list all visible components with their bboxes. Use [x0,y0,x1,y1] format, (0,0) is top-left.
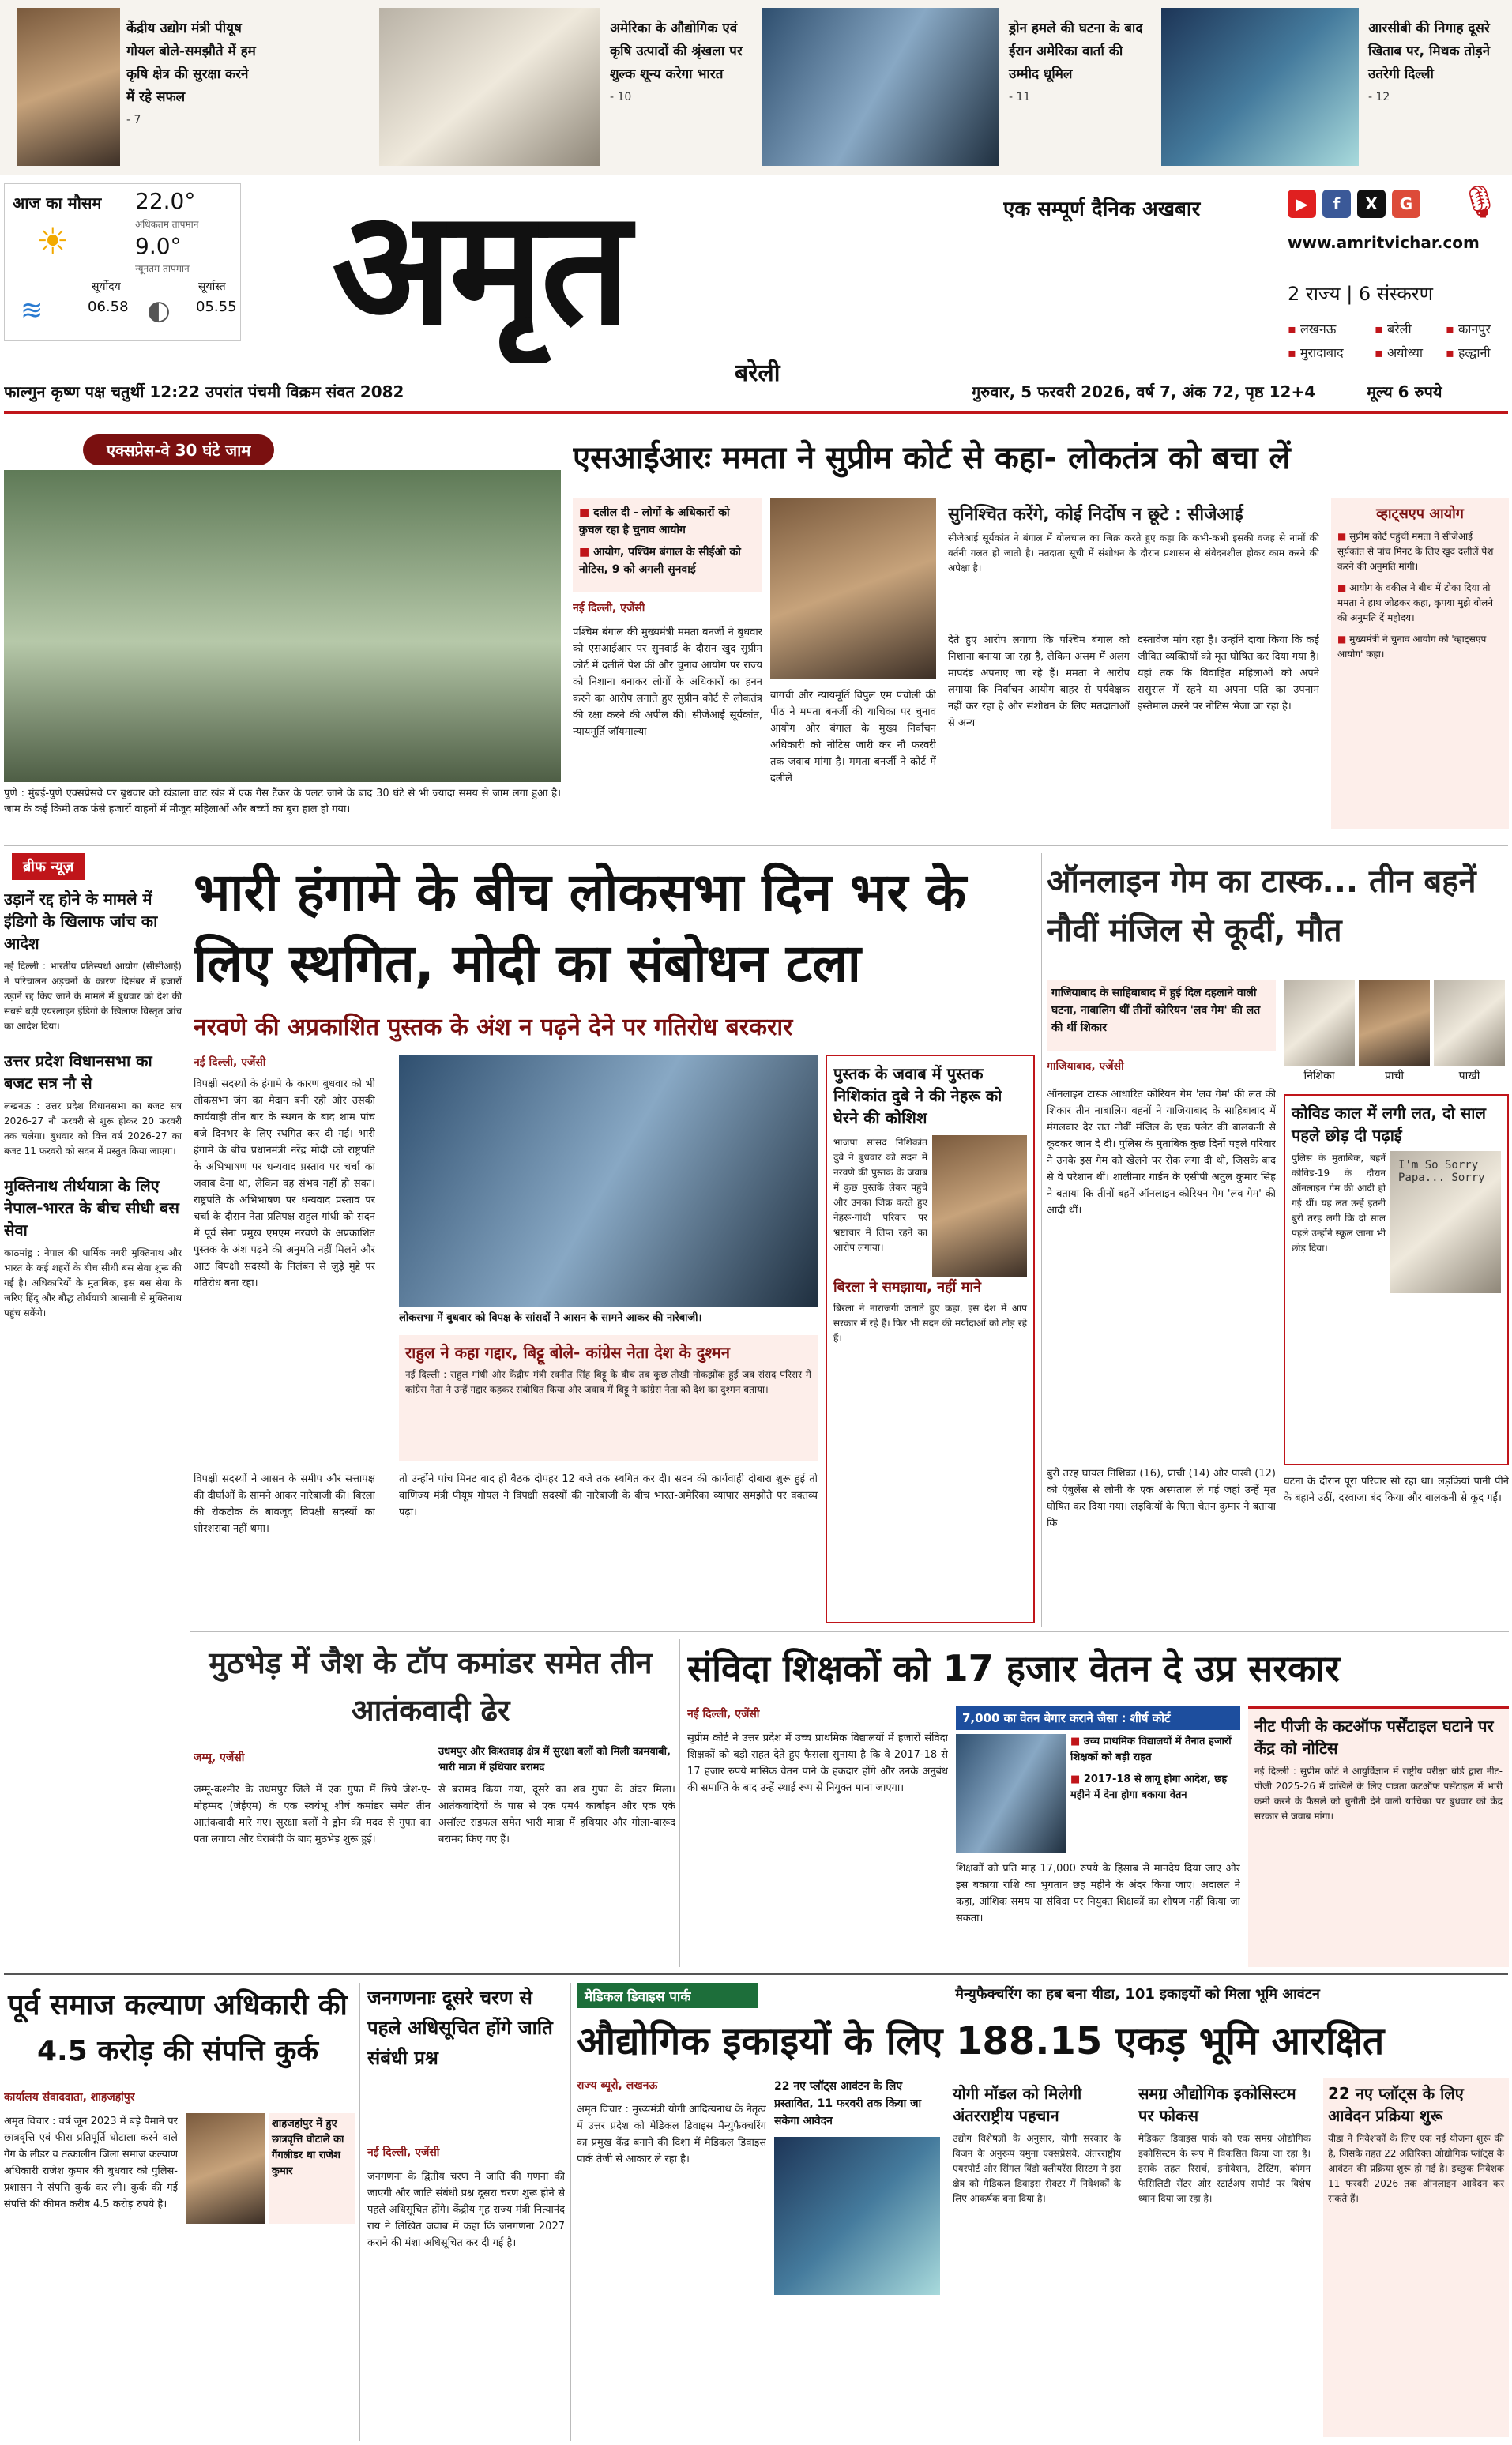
game-body: ऑनलाइन टास्क आधारित कोरियन गेम 'लव गेम' की लत की शिकार तीन नाबालिग बहनों ने गाजियाबाद के साहिबाबाद में मंगलवार देर रात नौवीं मंजिल के एक फ्लैट की बालकनी से कूदकर जान दे दी। पुलिस के मुताबिक कुछ दिनों पहले परिवार ने उनके इस गेम को खेलने पर रोक लगा दी थी, जिसके बाद से वे परेशान थीं। शालीमार गार्डन के एसीपी अतुल कुमार सिंह ने बताया कि तीनों बहनें ऑनलाइन कोरियन गेम 'लव गेम' की आदी थीं। [1047,1089,1276,1217]
neet-headline: नीट पीजी के कटऑफ पर्सेंटाइल घटाने पर केंद्र को नोटिस [1254,1717,1494,1758]
samaj-dateline: कार्यालय संवाददाता, शाहजहांपुर [4,2091,135,2104]
sir-headline: एसआईआरः ममता ने सुप्रीम कोर्ट से कहा- लोकतंत्र को बचा लें [573,440,1291,476]
lok-body: विपक्षी सदस्यों ने आसन के समीप और सत्तापक्ष की दीर्घाओं के सामने आकर नारेबाजी की। बिरला की रोकटोक के बावजूद विपक्षी सदस्यों का शोरशराबा नहीं थमा। [194,1473,375,1535]
jaish-bullet: उधमपुर और किश्तवाड़ क्षेत्र में सुरक्षा बलों को मिली कामयाबी, भारी मात्रा में हथियार बरामद [438,1746,671,1774]
medical-kicker: मैन्युफैक्चरिंग का हब बना यीडा, 101 इकाइयों को मिला भूमि आवंटन [955,1986,1320,2003]
expressway-photo [4,470,561,782]
sir-body: दस्तावेज मांग रहा है। उन्होंने दावा किया कि कई जीवित व्यक्तियों को मृत घोषित कर दिया गया है। यहां तक कि विवाहित महिलाओं को अपने ससुराल में रहने या अपना पति का उपनाम इस्तेमाल करने पर नोटिस भेजा जा रहा है। [1138,634,1319,713]
medical-headline: औद्योगिक इकाइयों के लिए 188.15 एकड़ भूमि आरक्षित [577,2019,1385,2063]
section-divider [4,845,1508,846]
sir-bullets [573,498,762,592]
city-item: ▪ बरेली [1375,320,1412,337]
birla-headline: बिरला ने समझाया, नहीं माने [833,1279,981,1296]
column-rule [679,1639,680,1967]
shiksha-badge: 7,000 का वेतन बेगार कराने जैसा : शीर्ष कोर्ट [956,1706,1240,1730]
whatsapp-item: ■ सुप्रीम कोर्ट पहुंचीं ममता ने सीजेआई सूर्यकांत से पांच मिनट के लिए खुद दलीलें पेश करने की अनुमति मांगी। [1337,529,1503,574]
brief-item [4,888,182,1034]
sister-name: निशिका [1303,1070,1335,1082]
medical-box [1134,2078,1315,2437]
teaser-photo [17,8,120,166]
game-bullet: गाजियाबाद के साहिबाबाद में हुई दिल दहलाने वाली घटना, नाबालिग थीं तीनों कोरियन 'लव गेम' की लत की थीं शिकार [1047,980,1276,1051]
teaser-text: अमेरिका के औद्योगिक एवं कृषि उत्पादों की श्रृंखला पर शुल्क शून्य करेगा भारत [610,21,743,82]
covid-box [1284,1094,1509,1465]
covid-headline: कोविड काल में लगी लत, दो साल पहले छोड़ दी पढ़ाई [1292,1104,1486,1145]
date-line: गुरुवार, 5 फरवरी 2026, वर्ष 7, अंक 72, पृष्ठ 12+4 [972,382,1316,401]
sun-icon: ☀ [36,220,70,262]
shiksha-points [1070,1734,1240,1853]
shiksha-point: ■ 2017-18 से लागू होगा आदेश, छह महीने में देना होगा बकाया वेतन [1070,1772,1240,1804]
sir-sub-headline: सुनिश्चित करेंगे, कोई निर्दोष न छूटे : सीजेआई [948,505,1243,525]
neet-box [1248,1706,1509,1967]
sir-sub-body: सीजेआई सूर्यकांत ने बंगाल में बोलचाल का जिक्र करते हुए कहा कि कभी-कभी इसकी वजह से नामों की वर्तनी गलत हो जाती है। मतदाता सूची में संशोधन के दौरान प्रशासन से संवेदनशील होकर काम करने की अपेक्षा है। [948,532,1319,574]
whatsapp-title: व्हाट्सएप आयोग [1376,506,1464,522]
editions-cities [1280,316,1509,379]
weather-max-label: अधिकतम तापमान [135,219,199,230]
sister-photo [1284,980,1355,1066]
shiksha-dateline: नई दिल्ली, एजेंसी [687,1708,760,1721]
masthead-tagline: एक सम्पूर्ण दैनिक अखबार [1003,197,1201,221]
sunset-time: 05.55 [196,299,237,315]
medical-body: अमृत विचार : मुख्यमंत्री योगी आदित्यनाथ के नेतृत्व में उत्तर प्रदेश को मेडिकल डिवाइस मैन्युफैक्चरिंग का प्रमुख केंद्र बनाने की दिशा में मेडिकल डिवाइस पार्क तेजी से आकार ले रहा है। [577,2104,766,2165]
city-item: ▪ हल्द्वानी [1446,344,1491,361]
birla-body: बिरला ने नाराजगी जताते हुए कहा, इस देश में आप सरकार में रहे हैं। फिर भी सदन की मर्यादाओं को तोड़ रहे हैं। [833,1303,1027,1344]
sunrise-label: सूर्योदय [92,280,121,293]
sir-bullet: ■ दलील दी - लोगों के अधिकारों को कुचल रहा है चुनाव आयोग [579,504,756,539]
city-item: ▪ मुरादाबाद [1288,344,1344,361]
x-icon[interactable]: X [1357,190,1386,218]
brief-head: मुक्तिनाथ तीर्थयात्रा के लिए नेपाल-भारत के बीच सीधी बस सेवा [4,1176,179,1239]
brief-item [4,1175,182,1321]
medical-box [1323,2078,1509,2437]
whatsapp-box [1331,498,1509,829]
google-icon[interactable]: G [1392,190,1420,218]
rahul-headline: राहुल ने कहा गद्दार, बिट्टू बोले- कांग्रेस नेता देश के दुश्मन [405,1343,730,1362]
sister-photo [1359,980,1430,1066]
facebook-icon[interactable]: f [1322,190,1351,218]
sister-photo [1434,980,1505,1066]
teaser-photo [762,8,999,166]
jangan-body: जनगणना के द्वितीय चरण में जाति की गणना की जाएगी और जाति संबंधी प्रश्न दूसरा चरण शुरू होने से पहले अधिसूचित होंगे। केंद्रीय गृह राज्य मंत्री नित्यानंद राय ने लिखित जवाब में कहा कि जनगणना 2027 कराने की मंशा अधिसूचित कर दी गई है। [367,2171,565,2249]
brief-tag: ब्रीफ न्यूज़ [12,853,85,880]
teaser-text: केंद्रीय उद्योग मंत्री पीयूष गोयल बोले-समझौते में हम कृषि क्षेत्र की सुरक्षा करने में रहे सफल [126,21,256,105]
jaish-dateline: जम्मू, एजेंसी [194,1751,245,1764]
column-rule [570,1983,571,2441]
lok-subheadline: नरवणे की अप्रकाशित पुस्तक के अंश न पढ़ने देने पर गतिरोध बरकरार [194,1014,793,1041]
medical-photo [774,2137,940,2295]
sir-body: पश्चिम बंगाल की मुख्यमंत्री ममता बनर्जी ने बुधवार को एसआईआर पर सुनवाई के दौरान खुद सुप्रीम कोर्ट में दलीलें पेश कीं और चुनाव आयोग पर राज्य को निशाना बनाकर लोगों के अधिकारों का हनन करने का आरोप लगाते हुए सुप्रीम कोर्ट से लोकतंत्र की रक्षा करने की अपील की। सीजेआई सूर्यकांत, न्यायमूर्ति जॉयमाल्या [573,626,762,738]
lok-body: विपक्षी सदस्यों के हंगामे के कारण बुधवार को भी लोकसभा जंग का मैदान बनी रही और उसकी कार्यवाही तीन बार के स्थगन के बाद शाम पांच बजे दिनभर के लिए स्थगित कर दी गई। भारी हंगामे के बीच प्रधानमंत्री नरेंद्र मोदी को राष्ट्रपति के अभिभाषण पर धन्यवाद प्रस्ताव पर चर्चा का जवाब देना था, लेकिन वह संभव नहीं हो सका। राष्ट्रपति के अभिभाषण पर धन्यवाद प्रस्ताव पर चर्चा के दौरान नेता प्रतिपक्ष राहुल गांधी को सदन में पूर्व सेना प्रमुख एमएम नरवणे के अप्रकाशित पुस्तक के अंश पढ़ने की अनुमति नहीं मिलने और आठ विपक्षी सदस्यों के निलंबन से जुड़े मुद्दे पर गतिरोध बना रहा। [194,1078,375,1289]
samaj-headline: पूर्व समाज कल्याण अधिकारी की 4.5 करोड़ की संपत्ति कुर्क [8,1989,348,2067]
medical-box-headline: योगी मॉडल को मिलेगी अंतरराष्ट्रीय पहचान [953,2084,1082,2125]
medical-dateline: राज्य ब्यूरो, लखनऊ [577,2079,658,2092]
court-photo [956,1734,1066,1853]
website-url[interactable]: www.amritvichar.com [1288,233,1480,252]
section-divider [190,1631,1509,1632]
mamata-photo [770,498,936,679]
medical-box-body: मेडिकल डिवाइस पार्क को एक समग्र औद्योगिक इकोसिस्टम के रूप में विकसित किया जा रहा है। इसके तहत रिसर्च, इनोवेशन, टेस्टिंग, कॉमन फैसिलिटी सेंटर और स्टार्टअप सपोर्ट पर विशेष ध्यान दिया जा रहा है। [1138,2133,1311,2204]
rahul-box [399,1335,818,1461]
weather-min: 9.0° [135,233,182,259]
masthead-title: अमृत [332,176,628,360]
game-headline: ऑनलाइन गेम का टास्क... तीन बहनें नौवीं मंजिल से कूदीं, मौत [1047,863,1476,949]
weather-max: 22.0° [135,188,196,214]
medical-tag: मेडिकल डिवाइस पार्क [577,1983,758,2008]
brief-body: काठमांडू : नेपाल की धार्मिक नगरी मुक्तिनाथ और भारत के कई शहरों के बीच सीधी बस सेवा शुरू की गई है। अधिकारियों के मुताबिक, इस बस सेवा के जरिए हिंदू और बौद्ध तीर्थयात्री आसानी से मुक्तिनाथ पहुंच सकेंगे। [4,1247,182,1318]
medical-box-headline: 22 नए प्लॉट्स के लिए आवेदन प्रक्रिया शुरू [1328,2084,1464,2125]
medical-box-body: यीडा ने निवेशकों के लिए एक नई योजना शुरू की है, जिसके तहत 22 अतिरिक्त औद्योगिक प्लॉट्स के आवंटन की प्रक्रिया शुरू हो गई है। इच्छुक निवेशक 11 फरवरी 2026 तक ऑनलाइन आवेदन कर सकते हैं। [1328,2133,1504,2204]
masthead-city: बरेली [735,359,780,387]
teaser-page: - 7 [126,114,141,126]
brief-head: उत्तर प्रदेश विधानसभा का बजट सत्र नौ से [4,1051,152,1093]
teaser-text: आरसीबी की निगाह दूसरे खिताब पर, मिथक तोड़ने उतरेगी दिल्ली [1368,21,1491,82]
nishikant-headline: पुस्तक के जवाब में पुस्तक निशिकांत दुबे ने की नेहरू को घेरने की कोशिश [833,1064,1002,1127]
lok-dateline: नई दिल्ली, एजेंसी [194,1056,266,1069]
rahul-body: नई दिल्ली : राहुल गांधी और केंद्रीय मंत्री रवनीत सिंह बिट्टू के बीच तब कुछ तीखी नोकझोंक हुई जब संसद परिसर में कांग्रेस नेता ने उन्हें गद्दार कहकर संबोधित किया और जवाब में बिट्टू ने कांग्रेस नेता को देश का दुश्मन बताया। [405,1369,811,1395]
teaser-page: - 11 [1009,91,1031,103]
teaser-page: - 12 [1368,91,1390,103]
city-item: ▪ लखनऊ [1288,320,1336,337]
masthead-rule [4,411,1508,414]
teaser-page: - 10 [610,91,632,103]
nishikant-body: भाजपा सांसद निशिकांत दुबे ने बुधवार को सदन में नरवणे की पुस्तक के जवाब में कुछ पुस्तकें लेकर पहुंचे और उनका जिक्र करते हुए नेहरू-गांधी परिवार पर भ्रष्टाचार में लिप्त रहने का आरोप लगाया। [833,1137,927,1253]
shiksha-body: शिक्षकों को प्रति माह 17,000 रुपये के हिसाब से मानदेय दिया जाए और इस बकाया राशि का भुगतान छह महीने के अंदर किया जाए। अदालत ने कहा, आंशिक समय या संविदा पर नियुक्त शिक्षकों का शोषण नहीं किया जा सकता। [956,1863,1240,1924]
jaish-headline: मुठभेड़ में जैश के टॉप कमांडर समेत तीन आतंकवादी ढेर [209,1646,653,1728]
note-photo [1390,1151,1501,1293]
samaj-body: अमृत विचार : वर्ष जून 2023 में बड़े पैमाने पर छात्रवृत्ति एवं फीस प्रतिपूर्ति घोटाला करने वाले गैंग के लीडर व तत्कालीन जिला समाज कल्याण अधिकारी राजेश कुमार की बुधवार को पुलिस-प्रशासन ने संपत्ति कुर्क कर ली। कुर्क की गई संपत्ति की कीमत करीब 4.5 करोड़ रुपये है। [4,2116,178,2210]
sir-dateline: नई दिल्ली, एजेंसी [573,602,645,615]
brief-head: उड़ानें रद्द होने के मामले में इंडिगो के खिलाफ जांच का आदेश [4,890,158,953]
editions-label: 2 राज्य | 6 संस्करण [1288,283,1433,305]
loksabha-photo [399,1055,818,1307]
rajesh-caption: शाहजहांपुर में हुए छात्रवृत्ति घोटाले का गैंगलीडर था राजेश कुमार [269,2113,355,2224]
brief-body: नई दिल्ली : भारतीय प्रतिस्पर्धा आयोग (सीसीआई) ने परिचालन अड़चनों के कारण दिसंबर में हजारों उड़ानें रद्द किए जाने के मामले में बुधवार को देश की सबसे बड़ी एयरलाइन इंडिगो के खिलाफ विस्तृत जांच का आदेश दिया। [4,961,182,1032]
price-label: मूल्य 6 रुपये [1367,382,1442,401]
brief-item [4,1050,182,1159]
jaish-body: जम्मू-कश्मीर के उधमपुर जिले में एक गुफा में छिपे जैश-ए-मोहम्मद (जेईएम) के एक स्वयंभू शीर्ष कमांडर समेत तीन आतंकवादी मारे गए। सुरक्षा बलों ने ड्रोन की मदद से गुफा का पता लगाया और घेराबंदी के बाद मुठभेड़ शुरू हुई। [194,1784,431,1845]
brief-column [4,853,182,1659]
neet-body: नई दिल्ली : सुप्रीम कोर्ट ने आयुर्विज्ञान में राष्ट्रीय परीक्षा बोर्ड द्वारा नीट-पीजी 2025-26 में दाखिले के लिए पात्रता कटऑफ पर्सेंटाइल में भारी कमी करने के फैसले को चुनौती देने वाली याचिका पर बुधवार को केंद्र सरकार से जवाब मांगा। [1254,1766,1503,1822]
jangan-headline: जनगणनाः दूसरे चरण से पहले अधिसूचित होंगे जाति संबंधी प्रश्न [367,1987,553,2069]
nishikant-box [826,1055,1035,1623]
social-icons [1280,0,1509,269]
wave-icon: ≋ [21,295,43,326]
jaish-body: से बरामद किया गया, दूसरे का शव गुफा के अंदर मिला। आतंकवादियों के पास से एक एम4 कार्बाइन और एक एके असॉल्ट राइफल समेत भारी मात्रा में हथियार और गोला-बारूद बरामद किए गए हैं। [438,1784,675,1845]
microphone-icon: 🎙 [1460,184,1500,220]
loksabha-caption: लोकसभा में बुधवार को विपक्ष के सांसदों ने आसन के सामने आकर की नारेबाजी। [399,1312,702,1324]
shiksha-point: ■ उच्च प्राथमिक विद्यालयों में तैनात हजारों शिक्षकों को बड़ी राहत [1070,1734,1240,1766]
sunrise-time: 06.58 [88,299,129,315]
shiksha-headline: संविदा शिक्षकों को 17 हजार वेतन दे उप्र सरकार [687,1647,1341,1690]
weather-box [4,183,241,341]
medical-box-headline: समग्र औद्योगिक इकोसिस्टम पर फोकस [1138,2084,1296,2125]
section-divider [4,1973,1508,1975]
medical-photo-caption: 22 नए प्लॉट्स आवंटन के लिए प्रस्तावित, 11 फरवरी तक किया जा सकेगा आवेदन [774,2080,922,2127]
column-rule [1041,853,1042,1627]
weather-title: आज का मौसम [13,194,102,213]
sir-bullet: ■ आयोग, पश्चिम बंगाल के सीईओ को नोटिस, 9 को अगली सुनवाई [579,544,756,578]
youtube-icon[interactable]: ▶ [1288,190,1316,218]
sir-body: बागची और न्यायमूर्ति विपुल एम पंचोली की पीठ ने ममता बनर्जी की याचिका पर चुनाव आयोग और बंगाल के मुख्य निर्वाचन अधिकारी को नोटिस जारी कर नौ फरवरी तक जवाब मांगा है। ममता बनर्जी ने कोर्ट में दलीलें [770,690,936,784]
lok-headline: भारी हंगामे के बीच लोकसभा दिन भर के लिए स्थगित, मोदी का संबोधन टला [194,862,967,994]
expressway-section [4,423,561,837]
medical-box [948,2078,1126,2437]
panchang-line: फाल्गुन कृष्ण पक्ष चतुर्थी 12:22 उपरांत पंचमी विक्रम संवत 2082 [4,382,404,401]
teaser-photo [379,8,600,166]
city-item: ▪ अयोध्या [1375,344,1423,361]
jangan-dateline: नई दिल्ली, एजेंसी [367,2146,440,2159]
weather-min-label: न्यूनतम तापमान [135,263,190,274]
rajesh-photo [186,2113,265,2224]
sunset-label: सूर्यास्त [198,280,226,293]
nishikant-photo [932,1135,1027,1277]
lok-body: तो उन्होंने पांच मिनट बाद ही बैठक दोपहर 12 बजे तक स्थगित कर दी। सदन की कार्यवाही दोबारा शुरू हुई तो वाणिज्य मंत्री पीयूष गोयल ने विपक्षी सदस्यों की नारेबाजी के बीच भारत-अमेरिका व्यापार समझौते पर वक्तव्य पढ़ा। [399,1473,818,1518]
sir-body: देते हुए आरोप लगाया कि पश्चिम बंगाल को निशाना बनाया जा रहा है, लेकिन असम में अलग मापदंड अपनाए जा रहे हैं। ममता ने आरोप लगाया कि निर्वाचन आयोग बाहर से पर्यवेक्षक नहीं कर रहा है और संशोधन के लिए मतदाताओं से अन्य [948,634,1130,729]
brief-body: लखनऊ : उत्तर प्रदेश विधानसभा का बजट सत्र 2026-27 नौ फरवरी से शुरू होकर 20 फरवरी तक चलेगा। बुधवार को वित्त वर्ष 2026-27 का बजट 11 फरवरी को सदन में प्रस्तुत किया जाएगा। [4,1100,182,1157]
note-text: I'm So Sorry Papa... Sorry [1398,1159,1485,1184]
medical-box-body: उद्योग विशेषज्ञों के अनुसार, योगी सरकार के विजन के अनुरूप यमुना एक्सप्रेसवे, अंतरराष्ट्रीय एयरपोर्ट और सिंगल-विंडो क्लीयरेंस सिस्टम ने इस क्षेत्र को मेडिकल डिवाइस सेक्टर में निवेशकों के लिए आकर्षक बना दिया है। [953,2133,1121,2204]
game-body: बुरी तरह घायल निशिका (16), प्राची (14) और पाखी (12) को एंबुलेंस से लोनी के एक अस्पताल ले गई जहां उन्हें मृत घोषित कर दिया गया। लड़कियों के पिता चेतन कुमार ने बताया कि [1047,1468,1276,1529]
sister-name: पाखी [1458,1070,1480,1082]
teaser-text: ड्रोन हमले की घटना के बाद ईरान अमेरिका वार्ता की उम्मीद धूमिल [1009,21,1143,82]
moon-icon: ◐ [147,295,171,326]
city-item: ▪ कानपुर [1446,320,1491,337]
expressway-tag: एक्सप्रेस-वे 30 घंटे जाम [83,434,274,465]
whatsapp-item: ■ मुख्यमंत्री ने चुनाव आयोग को 'व्हाट्सएप आयोग' कहा। [1337,632,1503,662]
covid-body: पुलिस के मुताबिक, बहनें कोविड-19 के दौरान ऑनलाइन गेम की आदी हो गई थीं। यह लत उन्हें इतनी बुरी तरह लगी कि दो साल पहले उन्होंने स्कूल जाना भी छोड़ दिया। [1292,1153,1386,1254]
expressway-caption: पुणे : मुंबई-पुणे एक्सप्रेसवे पर बुधवार को खंडाला घाट खंड में एक गैस टैंकर के पलट जाने के बाद 30 घंटे से भी ज्यादा समय से जाम लगा हुआ है। जाम के कई किमी तक फंसे हजारों वाहनों में मौजूद महिलाओं और बच्चों का बुरा हाल हो गया। [4,788,561,815]
sister-name: प्राची [1384,1070,1405,1082]
shiksha-body: सुप्रीम कोर्ट ने उत्तर प्रदेश में उच्च प्राथमिक विद्यालयों में हजारों संविदा शिक्षकों को बड़ी राहत देते हुए फैसला सुनाया है कि वे 2017-18 से 17 हजार रुपये मासिक वेतन पाने के हकदार होंगे और उनके अनुबंध की समाप्ति के बाद उन्हें स्थाई रूप से नियुक्त माना जाएगा। [687,1732,948,1794]
column-rule [359,1983,360,2441]
whatsapp-item: ■ आयोग के वकील ने बीच में टोका दिया तो ममता ने हाथ जोड़कर कहा, कृपया मुझे बोलने की अनुमति दें महोदय। [1337,581,1503,626]
game-dateline: गाजियाबाद, एजेंसी [1047,1060,1124,1073]
game-body: घटना के दौरान पूरा परिवार सो रहा था। लड़कियां पानी पीने के बहाने उठीं, दरवाजा बंद किया और बालकनी से कूद गईं। [1284,1476,1509,1504]
